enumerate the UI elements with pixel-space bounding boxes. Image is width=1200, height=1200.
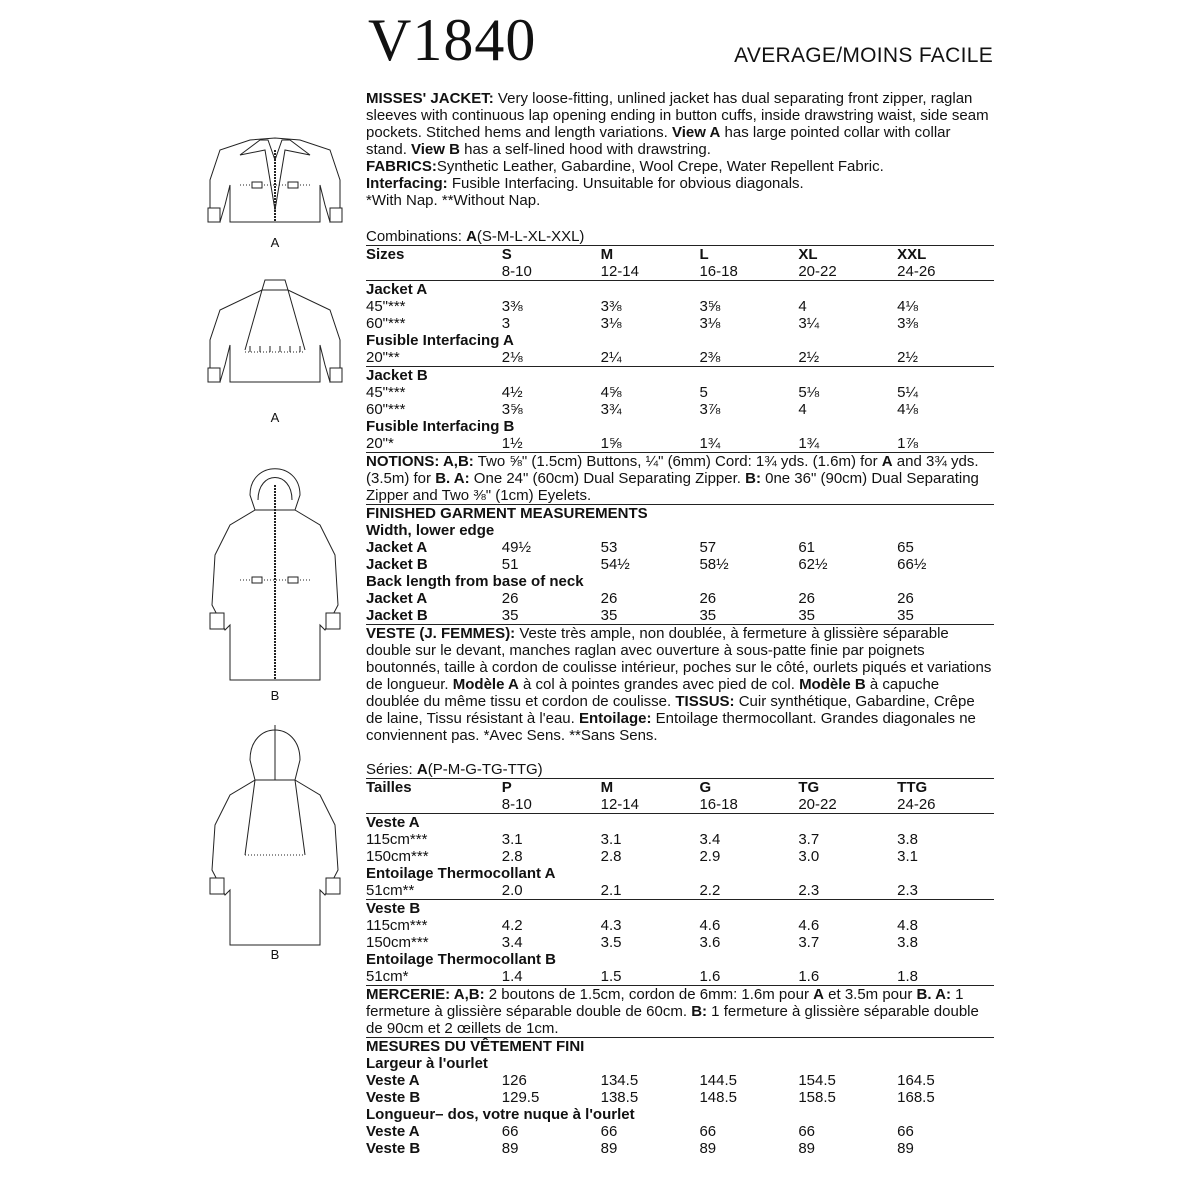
desc-title: MISSES' JACKET:: [366, 90, 494, 107]
text-cell: 4.6: [699, 917, 721, 934]
text-cell: 4: [798, 298, 807, 315]
text-cell: 89: [699, 1140, 717, 1157]
largeur-heading: Largeur à l'ourlet: [366, 1055, 488, 1072]
text-cell: A: [881, 453, 893, 470]
text-cell: 3.1: [897, 848, 919, 865]
text-cell: 4½: [501, 384, 523, 401]
text-cell: 24-26: [897, 796, 936, 813]
text-cell: 35: [699, 607, 717, 624]
size-col: M: [600, 246, 614, 263]
text-cell: 3.4: [699, 831, 721, 848]
text-cell: 2⅜: [699, 349, 721, 366]
text-cell: 1¾: [798, 435, 820, 452]
jacket-b-heading: Jacket B: [366, 367, 428, 384]
text-cell: B. A:: [916, 986, 951, 1003]
text-cell: 1¾: [699, 435, 721, 452]
sketch-label: B: [270, 688, 280, 703]
text-cell: Jacket B: [366, 556, 428, 573]
text-cell: 3¾: [600, 401, 622, 418]
text-cell: Modèle A: [452, 676, 519, 693]
table-row: [366, 401, 994, 418]
text-cell: 4.3: [600, 917, 622, 934]
text-cell: 58½: [699, 556, 729, 573]
table-row: [366, 968, 994, 985]
table-row: [366, 315, 994, 332]
text-cell: 26: [699, 590, 717, 607]
text-cell: 3⅝: [501, 401, 523, 418]
table-row: [366, 1123, 994, 1140]
text-cell: 3⅜: [600, 298, 622, 315]
interfacing-text: Fusible Interfacing. Unsuitable for obvious diagonals.: [447, 175, 804, 192]
nap-note: *With Nap. **Without Nap.: [366, 192, 541, 209]
text-cell: 134.5: [600, 1072, 639, 1089]
text-cell: 3⅜: [501, 298, 523, 315]
text-cell: 45"***: [366, 384, 406, 401]
text-cell: 26: [501, 590, 519, 607]
view-a-label: View A: [672, 124, 721, 141]
text-cell: 51cm*: [366, 968, 409, 985]
fusible-a-heading: Fusible Interfacing A: [366, 332, 514, 349]
text-cell: NOTIONS: A,B:: [366, 453, 474, 470]
text-cell: 154.5: [798, 1072, 836, 1089]
text-cell: G: [699, 779, 712, 796]
text-cell: 49½: [501, 539, 531, 556]
text-cell: 89: [897, 1140, 914, 1157]
text-cell: 1⅝: [600, 435, 622, 452]
table-row: [366, 556, 994, 573]
text-cell: 60"***: [366, 315, 406, 332]
entoilage-a-heading: Entoilage Thermocollant A: [366, 865, 556, 882]
text-cell: 3.8: [897, 934, 919, 951]
text-cell: B. A:: [435, 470, 470, 487]
text-cell: 148.5: [699, 1089, 738, 1106]
text-cell: 3.1: [600, 831, 622, 848]
combinations-view: A: [466, 228, 477, 245]
sketch-label: A: [270, 235, 280, 250]
text-cell: 26: [600, 590, 618, 607]
text-cell: 60"***: [366, 401, 406, 418]
difficulty-label: AVERAGE/MOINS FACILE: [734, 44, 993, 67]
english-section: [366, 90, 994, 1157]
text-cell: 4.6: [798, 917, 820, 934]
fabrics: [366, 158, 994, 175]
text-cell: 66: [798, 1123, 815, 1140]
text-cell: 158.5: [798, 1089, 836, 1106]
text-cell: TTG: [897, 779, 928, 796]
table-row: [366, 384, 994, 401]
text-cell: 2.8: [600, 848, 622, 865]
text-cell: TISSUS:: [675, 693, 735, 710]
text-cell: Cuir synthétique, Gabardine, Crêpe de laine, Tissu résistant à l'eau.: [366, 693, 975, 727]
size-col: S: [501, 246, 512, 263]
text-cell: 115cm***: [366, 831, 428, 848]
text-cell: 66: [699, 1123, 717, 1140]
size-num: 24-26: [897, 263, 936, 280]
text-cell: 3.6: [699, 934, 721, 951]
combinations-prefix: Combinations:: [366, 228, 467, 245]
text-cell: 2.0: [501, 882, 523, 899]
series: [366, 761, 994, 778]
text-cell: 5: [699, 384, 708, 401]
text-cell: MERCERIE: A,B:: [366, 986, 485, 1003]
text-cell: A: [813, 986, 824, 1003]
text-cell: and 3¾ yds. (3.5m) for: [366, 453, 979, 487]
text-cell: 4⅛: [897, 401, 919, 418]
text-cell: 53: [600, 539, 618, 556]
text-cell: 168.5: [897, 1089, 935, 1106]
text-cell: Veste A: [366, 1123, 420, 1140]
text-cell: 35: [897, 607, 914, 624]
size-numbers: [366, 263, 994, 280]
text-cell: 115cm***: [366, 917, 428, 934]
text-cell: 1⅞: [897, 435, 919, 452]
text-cell: 89: [501, 1140, 519, 1157]
text-cell: 62½: [798, 556, 828, 573]
sketch-view-a-back: [190, 260, 360, 400]
text-cell: 1½: [501, 435, 523, 452]
text-cell: Veste très ample, non doublée, à fermeture à glissière séparable double sur le devant, manches raglan avec ouverture à sous-patte finie par poignets boutonnés, taille à cordon de coulisse intérieur, poches sur le côté, ourlets piqués et variations de longueur.: [366, 625, 992, 693]
text-cell: 3⅞: [699, 401, 721, 418]
text-cell: 3: [501, 315, 511, 332]
technical-sketches: [190, 110, 360, 990]
table-row: [366, 590, 994, 607]
text-cell: 51: [501, 556, 519, 573]
text-cell: 129.5: [501, 1089, 540, 1106]
size-col: L: [699, 246, 709, 263]
text-cell: 57: [699, 539, 717, 556]
text-cell: 1 fermeture à glissière séparable double de 90cm et 2 œillets de 1cm.: [366, 1003, 979, 1037]
text-cell: VESTE (J. FEMMES):: [366, 625, 516, 642]
text-cell: 2.8: [501, 848, 523, 865]
width-heading: Width, lower edge: [366, 522, 495, 539]
text-cell: TG: [798, 779, 820, 796]
text-cell: 8-10: [501, 796, 532, 813]
text-cell: Jacket A: [366, 590, 428, 607]
sketch-view-a-front: [190, 110, 360, 250]
text-cell: 20"**: [366, 349, 400, 366]
text-cell: 2½: [798, 349, 820, 366]
text-cell: 26: [897, 590, 914, 607]
text-cell: 2.2: [699, 882, 721, 899]
text-cell: 3.0: [798, 848, 820, 865]
text-cell: Modèle B: [799, 676, 866, 693]
text-cell: Veste B: [366, 1089, 421, 1106]
text-cell: 4.8: [897, 917, 919, 934]
text-cell: 1.4: [501, 968, 523, 985]
text-cell: 3.5: [600, 934, 622, 951]
text-cell: A: [416, 761, 428, 778]
table-row: [366, 882, 994, 899]
text-cell: 150cm***: [366, 934, 429, 951]
tailles-header: [366, 779, 994, 796]
text-cell: 2.9: [699, 848, 721, 865]
text-cell: 65: [897, 539, 914, 556]
text-cell: 66: [501, 1123, 519, 1140]
table-row: [366, 349, 994, 366]
veste-b-heading: Veste B: [366, 900, 421, 917]
view-b-text: has a self-lined hood with drawstring.: [459, 141, 711, 158]
combinations: [366, 228, 994, 245]
text-cell: 89: [600, 1140, 618, 1157]
text-cell: B:: [691, 1003, 708, 1020]
mesures-heading: MESURES DU VÊTEMENT FINI: [366, 1038, 585, 1055]
interfacing: [366, 175, 994, 192]
table-row: [366, 1140, 994, 1157]
text-cell: 3.7: [798, 934, 820, 951]
text-cell: 5⅛: [798, 384, 820, 401]
text-cell: 3¼: [798, 315, 820, 332]
text-cell: Two ⅝" (1.5cm) Buttons, ¼" (6mm) Cord: 1¾ yds. (1.6m) for: [473, 453, 882, 470]
text-cell: 144.5: [699, 1072, 738, 1089]
back-length-heading: Back length from base of neck: [366, 573, 584, 590]
text-cell: 3⅝: [699, 298, 721, 315]
table-row: [366, 298, 994, 315]
text-cell: 4⅝: [600, 384, 622, 401]
text-cell: 126: [501, 1072, 527, 1089]
text-cell: à capuche doublée du même tissu et cordon de coulisse.: [366, 676, 940, 710]
text-cell: 3.7: [798, 831, 820, 848]
french-description: [366, 625, 994, 744]
text-cell: 1.6: [798, 968, 820, 985]
text-cell: 5¼: [897, 384, 919, 401]
text-cell: Entoilage:: [578, 710, 652, 727]
text-cell: Jacket A: [366, 539, 428, 556]
view-b-label: View B: [411, 141, 460, 158]
text-cell: 51cm**: [366, 882, 415, 899]
text-cell: 4.2: [501, 917, 523, 934]
text-cell: à col à pointes grandes avec pied de col.: [518, 676, 800, 693]
text-cell: Tailles: [366, 779, 412, 796]
fabrics-text: Synthetic Leather, Gabardine, Wool Crepe, Water Repellent Fabric.: [436, 158, 884, 175]
size-num: 20-22: [798, 263, 837, 280]
combinations-sizes: (S-M-L-XL-XXL): [476, 228, 585, 245]
text-cell: 150cm***: [366, 848, 429, 865]
table-row: [366, 848, 994, 865]
size-num: 16-18: [699, 263, 738, 280]
sketch-label: B: [270, 947, 280, 962]
fabrics-label: FABRICS:: [366, 158, 437, 175]
sizes-label: Sizes: [366, 246, 405, 263]
table-row: [366, 539, 994, 556]
table-row: [366, 831, 994, 848]
mercerie: [366, 986, 994, 1037]
size-numbers: [366, 796, 994, 813]
text-cell: et 3.5m pour: [823, 986, 917, 1003]
sketch-view-b-front: [190, 455, 360, 705]
text-cell: 3.4: [501, 934, 523, 951]
table-row: [366, 917, 994, 934]
text-cell: 2½: [897, 349, 919, 366]
table-row: [366, 435, 994, 452]
text-cell: 66: [897, 1123, 914, 1140]
veste-a-heading: Veste A: [366, 814, 420, 831]
text-cell: 1.5: [600, 968, 622, 985]
text-cell: 16-18: [699, 796, 738, 813]
text-cell: 1.6: [699, 968, 721, 985]
pattern-number: V1840: [368, 7, 537, 73]
text-cell: 4: [798, 401, 807, 418]
text-cell: Veste B: [366, 1140, 421, 1157]
notions: [366, 453, 994, 504]
text-cell: M: [600, 779, 614, 796]
table-row: [366, 607, 994, 624]
description: [366, 90, 994, 158]
text-cell: Jacket B: [366, 607, 428, 624]
text-cell: 2¼: [600, 349, 622, 366]
text-cell: 2.3: [897, 882, 919, 899]
text-cell: 12-14: [600, 796, 639, 813]
text-cell: 89: [798, 1140, 815, 1157]
text-cell: 61: [798, 539, 815, 556]
text-cell: 1.8: [897, 968, 919, 985]
text-cell: 2.3: [798, 882, 820, 899]
text-cell: 2 boutons de 1.5cm, cordon de 6mm: 1.6m pour: [484, 986, 814, 1003]
text-cell: 138.5: [600, 1089, 639, 1106]
text-cell: Séries:: [366, 761, 417, 778]
finished-measurements-heading: FINISHED GARMENT MEASUREMENTS: [366, 505, 648, 522]
size-num: 8-10: [501, 263, 532, 280]
interfacing-label: Interfacing:: [366, 175, 448, 192]
text-cell: 45"***: [366, 298, 406, 315]
text-cell: 3.8: [897, 831, 919, 848]
text-cell: 3⅜: [897, 315, 919, 332]
size-num: 12-14: [600, 263, 639, 280]
text-cell: 3.1: [501, 831, 523, 848]
text-cell: Entoilage thermocollant. Grandes diagonales ne conviennent pas. *Avec Sens. **Sans Sens.: [366, 710, 976, 744]
jacket-a-heading: Jacket A: [366, 281, 428, 298]
table-row: [366, 1072, 994, 1089]
text-cell: 1 fermeture à glissière séparable double de 60cm.: [366, 986, 964, 1020]
view-a-text: has large pointed collar with collar stand.: [366, 124, 951, 158]
table-row: [366, 1089, 994, 1106]
longueur-heading: Longueur– dos, votre nuque à l'ourlet: [366, 1106, 635, 1123]
entoilage-b-heading: Entoilage Thermocollant B: [366, 951, 557, 968]
text-cell: 20"*: [366, 435, 394, 452]
text-cell: B:: [745, 470, 761, 487]
sizes-header: [366, 246, 994, 263]
fusible-b-heading: Fusible Interfacing B: [366, 418, 515, 435]
text-cell: 35: [501, 607, 519, 624]
desc-text: Very loose-fitting, unlined jacket has dual separating front zipper, raglan sleeves with continuous lap opening ending in button cuffs, inside drawstring waist, side seam pockets. Stitched hems and length variations.: [366, 90, 989, 141]
text-cell: 54½: [600, 556, 630, 573]
size-col: XXL: [897, 246, 927, 263]
text-cell: 35: [600, 607, 618, 624]
text-cell: 0ne 36" (90cm) Dual Separating Zipper and Two ⅜" (1cm) Eyelets.: [366, 470, 979, 504]
text-cell: 20-22: [798, 796, 837, 813]
sketch-view-b-back: [190, 720, 360, 960]
text-cell: 26: [798, 590, 815, 607]
text-cell: 2⅛: [501, 349, 523, 366]
text-cell: P: [501, 779, 512, 796]
text-cell: 35: [798, 607, 815, 624]
text-cell: 164.5: [897, 1072, 935, 1089]
size-col: XL: [798, 246, 818, 263]
text-cell: (P-M-G-TG-TTG): [427, 761, 543, 778]
text-cell: 66: [600, 1123, 618, 1140]
table-row: [366, 934, 994, 951]
text-cell: 4⅛: [897, 298, 919, 315]
sketch-label: A: [270, 410, 280, 425]
text-cell: 2.1: [600, 882, 622, 899]
text-cell: 3⅛: [600, 315, 622, 332]
text-cell: One 24" (60cm) Dual Separating Zipper.: [469, 470, 746, 487]
text-cell: 66½: [897, 556, 927, 573]
text-cell: 3⅛: [699, 315, 721, 332]
text-cell: Veste A: [366, 1072, 420, 1089]
